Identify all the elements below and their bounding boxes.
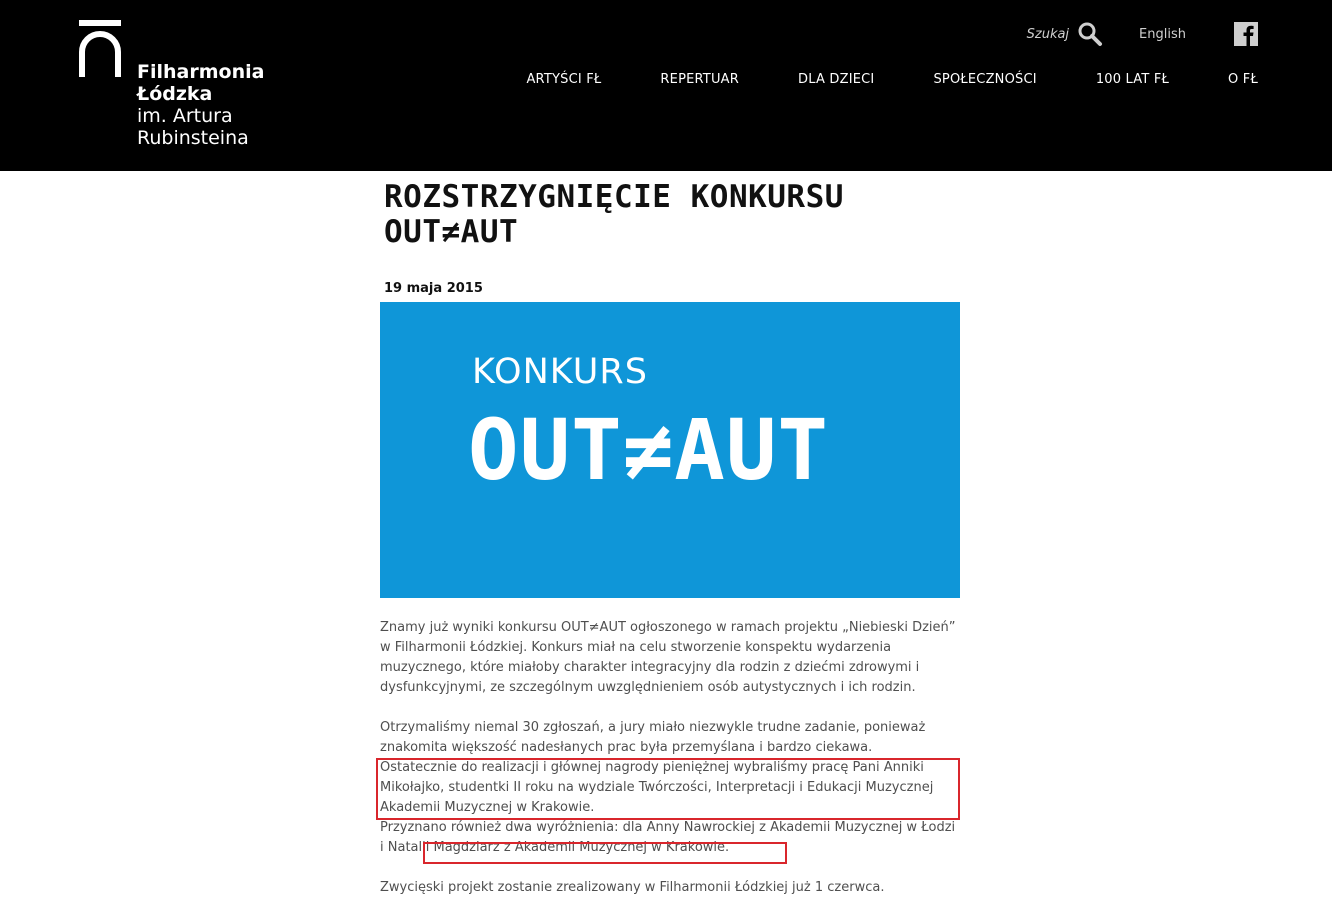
article-title-line-2: OUT≠AUT: [384, 214, 519, 250]
article: [380, 179, 960, 895]
nav-item-dla-dzieci[interactable]: DLA DZIECI: [798, 72, 875, 87]
paragraph-3: Zwycięski projekt zostanie zrealizowany w Filharmonii Łódzkiej już 1 czerwca.: [380, 880, 885, 895]
site-header: [0, 0, 1332, 171]
nav-item-spolecznosci[interactable]: SPOŁECZNOŚCI: [933, 72, 1037, 87]
article-body: [380, 618, 960, 898]
nav-item-o-fl[interactable]: O FŁ: [1228, 72, 1258, 87]
hero-big-text: OUT≠AUT: [468, 401, 830, 499]
nav-item-100-lat[interactable]: 100 LAT FŁ: [1095, 72, 1170, 87]
logo-line-4: Rubinsteina: [137, 127, 249, 149]
paragraph-2c-start: Przyznano również dwa wyróżnienia: dla Anny Nawrockiej z Akademii Muzycznej w Łodzi i: [380, 820, 956, 855]
main-nav: [467, 72, 1258, 87]
logo-line-2: Łódzka: [137, 83, 213, 105]
paragraph-2c-highlight: Natalii Magdziarz z Akademii Muzycznej w Krakowie.: [387, 840, 730, 855]
paragraph-2a: Otrzymaliśmy niemal 30 zgłoszań, a jury miało niezwykle trudne zadanie, ponieważ znakomita większość nadesłanych prac była przemyślana i bardzo ciekawa.: [380, 720, 926, 755]
article-title-line-1: ROZSTRZYGNIĘCIE KONKURSU: [384, 179, 844, 215]
search-icon[interactable]: [1077, 21, 1103, 47]
paragraph-1: Znamy już wyniki konkursu OUT≠AUT ogłoszonego w ramach projektu „Niebieski Dzień” w Filharmonii Łódzkiej. Konkurs miał na celu stworzenie konspektu wydarzenia muzycznego, które miałoby charakter integracyjny dla rodzin z dziećmi zdrowymi i dysfunkcyjnymi, ze szczególnym uwzględnieniem osób autystycznych i ich rodzin.: [380, 620, 956, 695]
paragraph-2b: Ostatecznie do realizacji i głównej nagrody pieniężnej wybraliśmy pracę Pani Anniki Mikołajko, studentki II roku na wydziale Twórczości, Interpretacji i Edukacji Muzycznej Akademii Muzycznej w Krakowie.: [380, 760, 934, 815]
article-date: 19 maja 2015: [384, 281, 483, 296]
hero-image: [380, 302, 960, 598]
search-label[interactable]: Szukaj: [1026, 26, 1070, 42]
facebook-icon[interactable]: [1234, 22, 1258, 46]
language-link-english[interactable]: English: [1139, 26, 1186, 42]
hero-small-text: KONKURS: [472, 352, 648, 392]
paragraph-2c: [380, 818, 960, 858]
logo-mark-icon: [78, 20, 124, 78]
nav-item-repertuar[interactable]: REPERTUAR: [660, 72, 739, 87]
logo-line-1: Filharmonia: [137, 61, 265, 83]
site-logo[interactable]: [78, 20, 278, 150]
article-title: [380, 180, 960, 250]
nav-item-artysci[interactable]: ARTYŚCI FŁ: [526, 72, 602, 87]
logo-text: [137, 61, 264, 149]
utility-bar: [1027, 20, 1258, 48]
logo-line-3: im. Artura: [137, 105, 233, 127]
